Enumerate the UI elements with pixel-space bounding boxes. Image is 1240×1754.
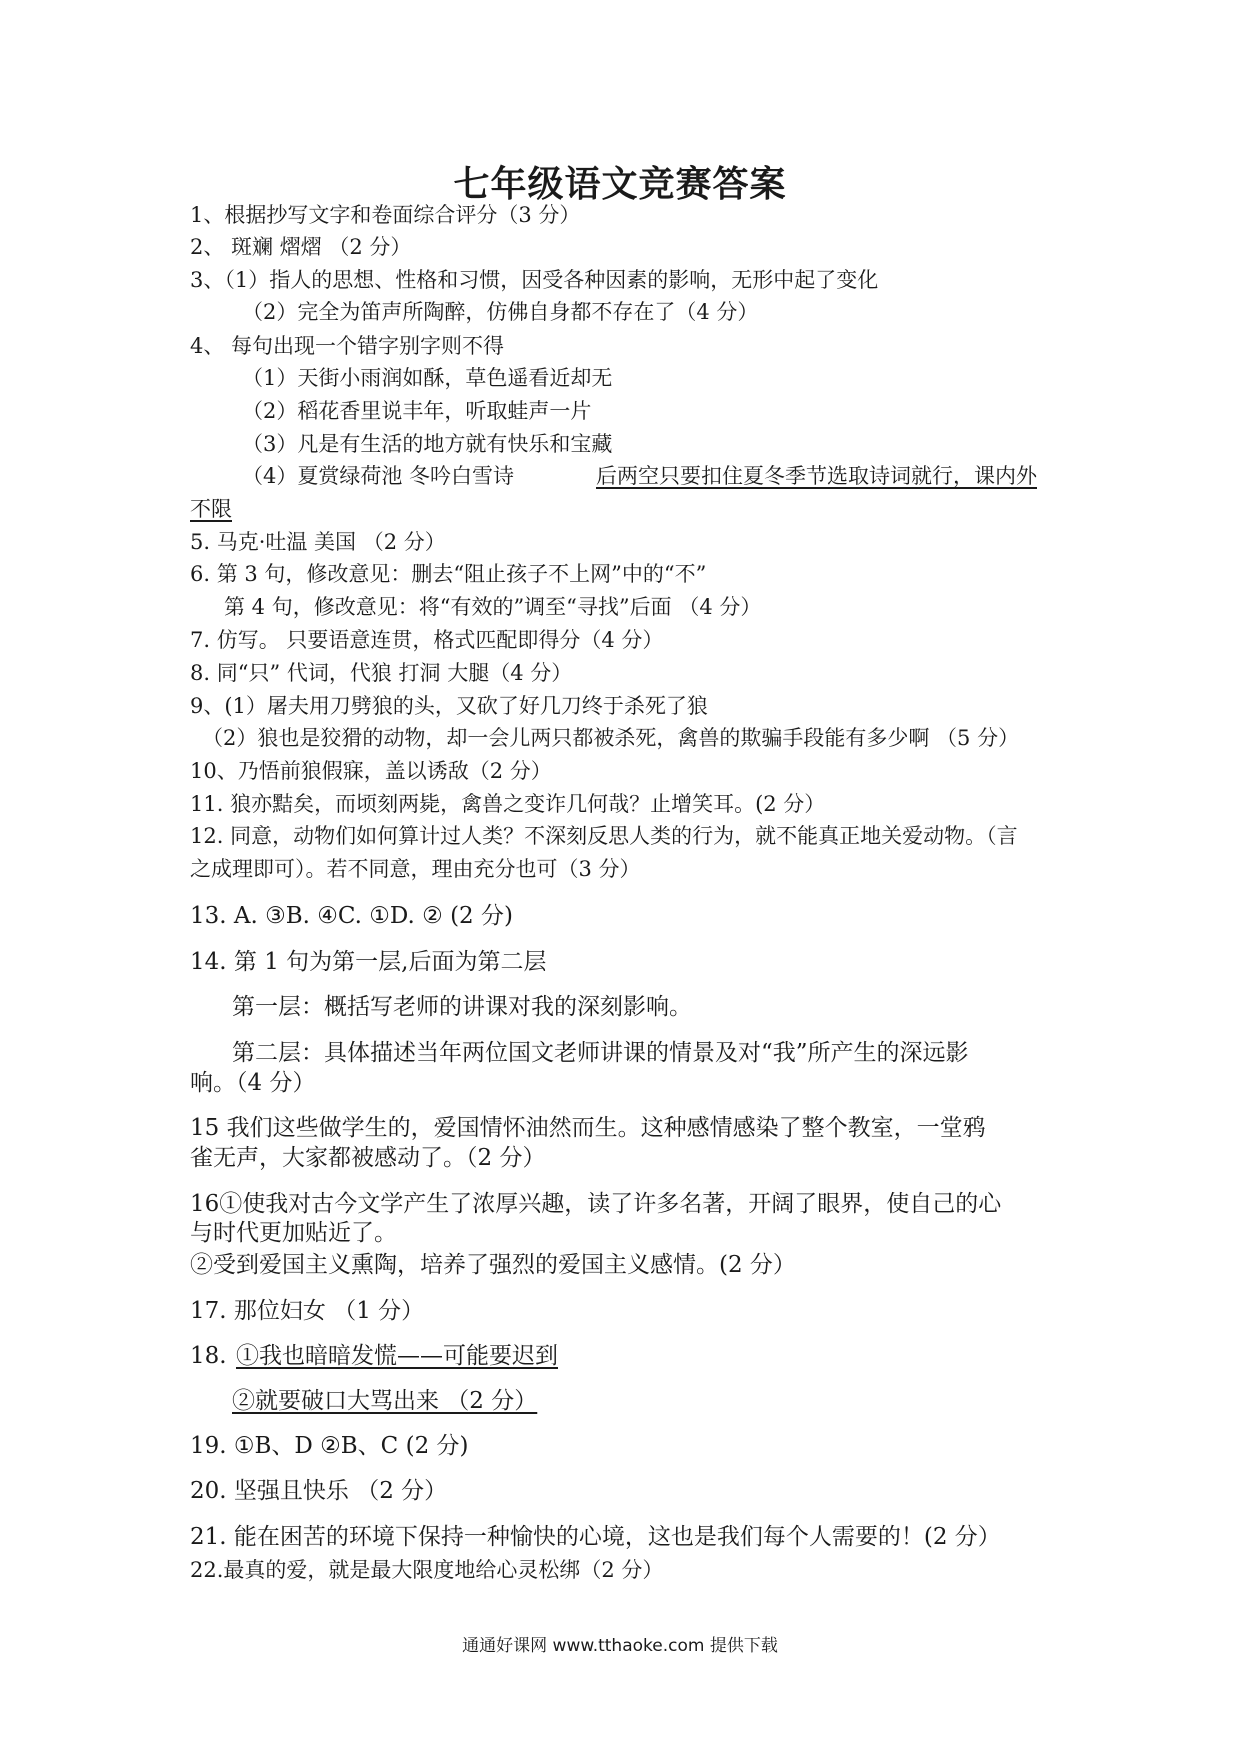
answer-19: 19. ①B、D ②B、C (2 分) bbox=[190, 1433, 469, 1459]
answer-12-cont: 之成理即可）。若不同意，理由充分也可（3 分） bbox=[190, 857, 641, 881]
answer-16: 16①使我对古今文学产生了浓厚兴趣，读了许多名著，开阔了眼界，使自己的心 bbox=[190, 1191, 1002, 1217]
answer-15: 15 我们这些做学生的，爱国情怀油然而生。这种感情感染了整个教室，一堂鸦 bbox=[190, 1115, 986, 1141]
answer-18: 18. bbox=[190, 1343, 227, 1369]
page-title: 七年级语文竞赛答案 bbox=[453, 163, 787, 205]
answer-14: 14. 第 1 句为第一层,后面为第二层 bbox=[190, 949, 547, 975]
answer-14-layer-1: 第一层：概括写老师的讲课对我的深刻影响。 bbox=[232, 994, 692, 1020]
answer-4-part-2: （2）稻花香里说丰年，听取蛙声一片 bbox=[242, 399, 592, 423]
answer-17: 17. 那位妇女 （1 分） bbox=[190, 1298, 425, 1324]
answer-3: 3、（1）指人的思想、性格和习惯，因受各种因素的影响，无形中起了变化 bbox=[190, 268, 879, 292]
footer-download-note: 通通好课网 www.tthaoke.com 提供下载 bbox=[462, 1636, 778, 1656]
answer-7: 7. 仿写。 只要语意连贯，格式匹配即得分（4 分） bbox=[190, 628, 664, 652]
answer-4: 4、 每句出现一个错字别字则不得 bbox=[190, 334, 505, 358]
answer-16-part-2: ②受到爱国主义熏陶，培养了强烈的爱国主义感情。(2 分） bbox=[190, 1252, 796, 1278]
answer-22: 22.最真的爱，就是最大限度地给心灵松绑（2 分） bbox=[190, 1558, 664, 1582]
answer-14-layer-2: 第二层：具体描述当年两位国文老师讲课的情景及对“我”所产生的深远影 bbox=[232, 1040, 969, 1066]
answer-12: 12. 同意，动物们如何算计过人类？不深刻反思人类的行为，就不能真正地关爱动物。（言 bbox=[190, 824, 1018, 848]
answer-2: 2、 斑斓 熠熠 （2 分） bbox=[190, 235, 412, 259]
answer-4-part-4: （4）夏赏绿荷池 冬吟白雪诗 bbox=[242, 464, 515, 488]
answer-21: 21. 能在困苦的环境下保持一种愉快的心境，这也是我们每个人需要的！(2 分） bbox=[190, 1524, 1001, 1550]
answer-9: 9、(1）屠夫用刀劈狼的头，又砍了好几刀终于杀死了狼 bbox=[190, 694, 708, 718]
answer-9-part-2: （2）狼也是狡猾的动物，却一会儿两只都被杀死，禽兽的欺骗手段能有多少啊 （5 分） bbox=[202, 726, 1020, 750]
answer-18-part-2: ②就要破口大骂出来 （2 分） bbox=[232, 1388, 538, 1414]
answer-3-part-2: （2）完全为笛声所陶醉，仿佛自身都不存在了（4 分） bbox=[242, 300, 759, 324]
answer-5: 5. 马克·吐温 美国 （2 分） bbox=[190, 530, 446, 554]
answer-15-cont: 雀无声，大家都被感动了。（2 分） bbox=[190, 1145, 546, 1171]
answer-14-layer-2-cont: 响。（4 分） bbox=[190, 1070, 316, 1096]
answer-4-part-3: （3）凡是有生活的地方就有快乐和宝藏 bbox=[242, 432, 613, 456]
answer-10: 10、乃悟前狼假寐，盖以诱敌（2 分） bbox=[190, 759, 552, 783]
answer-6: 6. 第 3 句，修改意见：删去“阻止孩子不上网”中的“不” bbox=[190, 562, 707, 586]
answer-13: 13. A. ③B. ④C. ①D. ② (2 分) bbox=[190, 903, 513, 929]
answer-1: 1、根据抄写文字和卷面综合评分（3 分） bbox=[190, 203, 581, 227]
answer-4-part-1: （1）天街小雨润如酥，草色遥看近却无 bbox=[242, 366, 613, 390]
answer-6-part-2: 第 4 句，修改意见：将“有效的”调至“寻找”后面 （4 分） bbox=[224, 595, 762, 619]
answer-18-part-1: ①我也暗暗发慌——可能要迟到 bbox=[236, 1343, 558, 1369]
answer-4-note-cont: 不限 bbox=[190, 497, 232, 521]
answer-4-note: 后两空只要扣住夏冬季节选取诗词就行，课内外 bbox=[596, 464, 1037, 488]
answer-8: 8. 同“只” 代词，代狼 打洞 大腿（4 分） bbox=[190, 661, 573, 685]
answer-16-cont: 与时代更加贴近了。 bbox=[190, 1220, 397, 1246]
answer-20: 20. 坚强且快乐 （2 分） bbox=[190, 1478, 448, 1504]
answer-11: 11. 狼亦黠矣，而顷刻两毙，禽兽之变诈几何哉？止增笑耳。(2 分） bbox=[190, 792, 826, 816]
